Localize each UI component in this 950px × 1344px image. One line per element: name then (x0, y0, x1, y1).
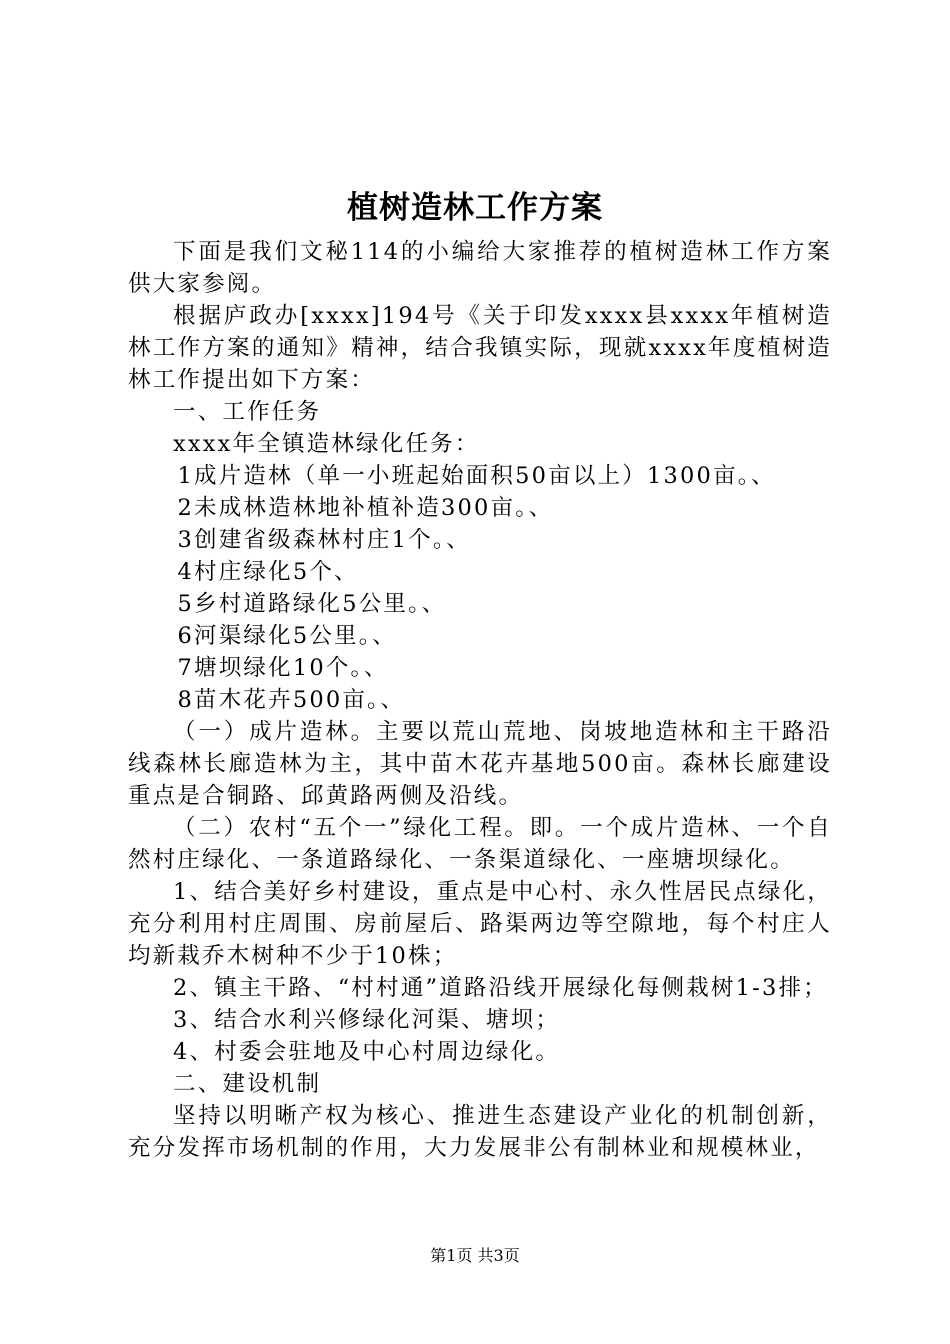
paragraph-forest-planting: （一）成片造林。主要以荒山荒地、岗坡地造林和主干路沿线森林长廊造林为主，其中苗木花卉基地500亩。森林长廊建设重点是合铜路、邱黄路两侧及沿线。 (128, 719, 832, 809)
list-item: 4村庄绿化5个、 (177, 559, 359, 585)
section-heading-tasks: 一、工作任务 (173, 399, 322, 425)
list-item: 6河渠绿化5公里。、 (177, 623, 397, 649)
paragraph-basis: 根据庐政办[xxxx]194号《关于印发xxxx县xxxx年植树造林工作方案的通知》精神，结合我镇实际，现就xxxx年度植树造林工作提出如下方案： (128, 303, 832, 393)
paragraph-item-2: 2、镇主干路、“村村通”道路沿线开展绿化每侧栽树1-3排； (173, 975, 828, 1001)
page-footer: 第1页 共3页 (430, 1246, 520, 1265)
list-item: 2未成林造林地补植补造300亩。、 (177, 495, 554, 521)
paragraph-item-4: 4、村委会驻地及中心村周边绿化。 (173, 1039, 561, 1065)
paragraph-intro: 下面是我们文秘114的小编给大家推荐的植树造林工作方案供大家参阅。 (128, 239, 832, 297)
list-item: 7塘坝绿化10个。、 (177, 655, 389, 681)
list-item: 8苗木花卉500亩。、 (177, 687, 406, 713)
list-item: 1成片造林（单一小班起始面积50亩以上）1300亩。、 (177, 463, 776, 489)
document-title: 植树造林工作方案 (347, 190, 603, 226)
list-item: 3创建省级森林村庄1个。、 (177, 527, 471, 553)
paragraph-item-3: 3、结合水利兴修绿化河渠、塘坝； (173, 1007, 561, 1033)
list-item: 5乡村道路绿化5公里。、 (177, 591, 447, 617)
section-heading-mechanism: 二、建设机制 (173, 1071, 322, 1097)
document-body (128, 236, 832, 1164)
paragraph-item-1: 1、结合美好乡村建设，重点是中心村、永久性居民点绿化，充分利用村庄周围、房前屋后、路渠两边等空隙地，每个村庄人均新栽乔木树种不少于10株； (128, 879, 832, 969)
paragraph-task-summary: xxxx年全镇造林绿化任务： (173, 431, 480, 457)
paragraph-five-ones: （二）农村“五个一”绿化工程。即。一个成片造林、一个自然村庄绿化、一条道路绿化、一条渠道绿化、一座塘坝绿化。 (128, 815, 832, 873)
paragraph-mechanism: 坚持以明晰产权为核心、推进生态建设产业化的机制创新，充分发挥市场机制的作用，大力发展非公有制林业和规模林业， (128, 1103, 832, 1161)
